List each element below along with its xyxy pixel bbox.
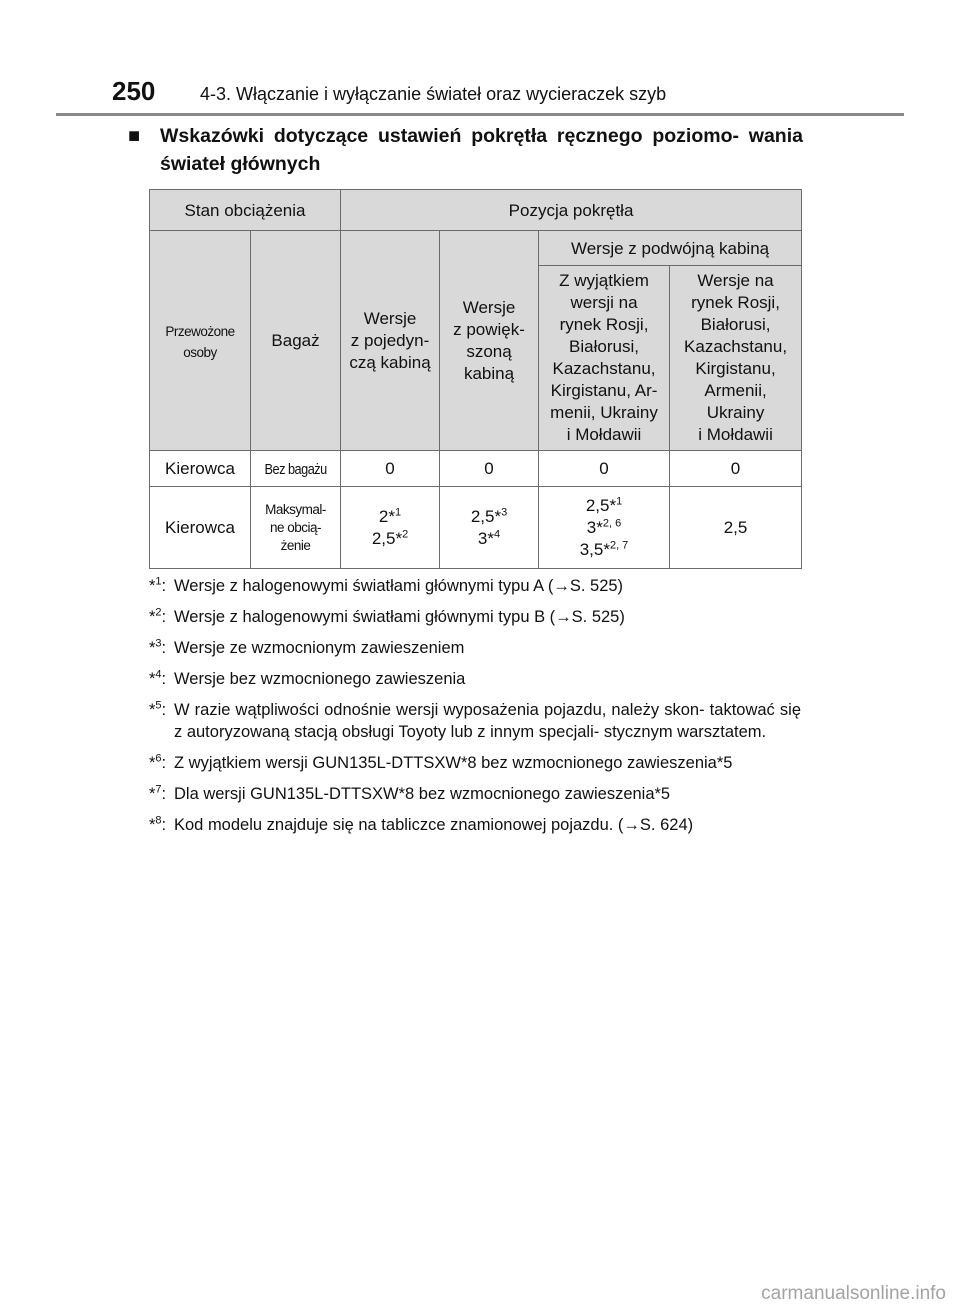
footnote: *$^6$: Z wyjątkiem wersji GUN135L-DTTSXW*8 bez wzmocnionego zawieszenia*5 [149,752,733,772]
row2-double-except: 2,5*$^1$ 3*$^{2, 6}$ 3,5*$^{2, 7}$ [539,487,670,569]
table-row [150,487,802,569]
row1-double-for: 0 [670,451,802,487]
row1-passengers: Kierowca [150,451,251,487]
section-title: Wskazówki dotyczące ustawień pokrętła ręcznego poziomo- wania świateł głównych [160,125,803,175]
chapter-title: 4-3. Włączanie i wyłączanie świateł oraz wycieraczek szyb [200,84,667,104]
headlight-leveling-table [149,189,802,569]
row2-passengers: Kierowca [150,487,251,569]
col-luggage: Bagaż [251,231,341,451]
row1-extended: 0 [440,451,539,487]
row2-extended: 2,5*$^3$ 3*$^4$ [440,487,539,569]
footnote: *$^1$: Wersje z halogenowymi światłami głównymi typu A (→S. 525) [149,575,624,595]
footnote: *$^2$: Wersje z halogenowymi światłami głównymi typu B (→S. 525) [149,606,625,626]
page-header [112,76,912,116]
row2-double-for: 2,5 [670,487,802,569]
page-number: 250 [112,76,156,106]
header-divider [56,113,904,116]
table-row [150,451,802,487]
col-double-cab-for: Wersje na rynek Rosji, Białorusi, Kazachstanu, Kirgistanu, Armenii, Ukrainy i Mołdawii [670,266,802,451]
col-extended-cab: Wersje z powięk- szoną kabiną [440,231,539,451]
square-bullet-icon: ■ [128,125,141,147]
row1-double-except: 0 [539,451,670,487]
footnotes [149,575,801,845]
section-heading [128,122,803,178]
col-passengers: Przewożone osoby [150,231,251,451]
footnote: *$^4$: Wersje bez wzmocnionego zawieszenia [149,668,466,688]
footnote: *$^5$: W razie wątpliwości odnośnie wersji wyposażenia pojazdu, należy skon- taktować się z autoryzowaną stacją obsługi Toyoty lub z innym specjali- stycznym warsztatem. [149,699,801,741]
header-dial-position: Pozycja pokrętła [341,190,802,231]
site-watermark: carmanualsonline.info [761,1283,946,1304]
footnote: *$^8$: Kod modelu znajduje się na tabliczce znamionowej pojazdu. (→S. 624) [149,814,694,834]
col-double-cab-except: Z wyjątkiem wersji na rynek Rosji, Białorusi, Kazachstanu, Kirgistanu, Ar- menii, Ukrainy i Mołdawii [539,266,670,451]
row2-single: 2*$^1$ 2,5*$^2$ [341,487,440,569]
row2-luggage: Maksymal- ne obcią- żenie [251,487,341,569]
footnote: *$^3$: Wersje ze wzmocnionym zawieszeniem [149,637,465,657]
footnote: *$^7$: Dla wersji GUN135L-DTTSXW*8 bez wzmocnionego zawieszenia*5 [149,783,671,803]
row1-single: 0 [341,451,440,487]
col-single-cab: Wersje z pojedyn- czą kabiną [341,231,440,451]
header-load-state: Stan obciążenia [150,190,341,231]
row1-luggage: Bez bagażu [251,451,341,487]
col-double-cab: Wersje z podwójną kabiną [539,231,802,266]
